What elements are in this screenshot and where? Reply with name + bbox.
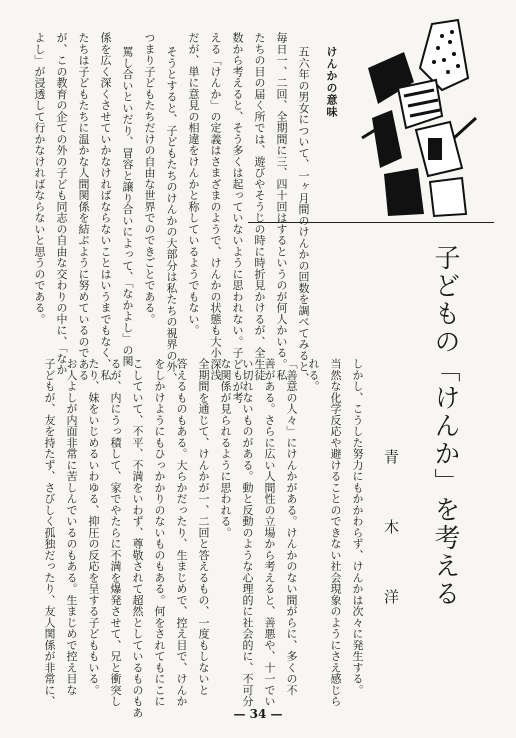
text-line: 五六年の男女について、一ヶ月間のけんかの回数を調べてみると、 — [297, 46, 310, 384]
text-line: こしていて、不平、不満をいわず、尊敬されて超然としているものもあ — [131, 358, 144, 718]
text-line: が、この教育の企ての外の子ども同志の自由な交わりの中に、「なか — [55, 32, 68, 376]
text-line: るが、内にうっ積して、家でやたらに不満を爆発させて、兄と衝突し — [109, 358, 122, 707]
abstract-figure-illustration — [358, 18, 480, 218]
text-line: つまり子どもたちだけの自由な世界でのできごとである。 — [143, 32, 156, 325]
author-char: 洋 — [384, 588, 400, 606]
text-line: 当然な化学反応や避けることのできない社会現象のようにさえ感じら — [329, 358, 342, 707]
text-line: 善がある。さらに広い人間性の立場から考えると、善悪や、十一でい — [263, 358, 276, 707]
text-line: い切れないものがある。動と反動のような心理的に社会的に、不可分 — [241, 358, 254, 707]
text-line: しかし、こうした努力にもかかわらず、けんかは次々に発生する。 — [351, 358, 364, 696]
text-line: 子どもが、友を持たず、さびしく孤独だったり、友人関係が非常に、 — [43, 358, 56, 707]
text-line: な関係が見られるように思われる。 — [219, 358, 232, 538]
text-line: 「善意の人々」にけんかがある。けんかのない間がらに、多くの不 — [285, 358, 298, 696]
text-line: たちの目の届く所では、遊びやそうじの時に時折見かけるが、全生徒 — [253, 32, 266, 381]
text-line: える「けんか」の定義はさまざまのようで、けんかの状態も大小深浅 — [209, 32, 222, 381]
article-title: 子どもの「けんか」を考える — [430, 244, 460, 608]
text-line: たり、妹をいじめるいわゆる、抑圧の反応を呈する子どももいる。 — [87, 358, 100, 696]
text-line: お人よしが内面非常に苦しんでいるのもある。生まじめで控え目な — [65, 358, 78, 696]
author-char: 青 — [384, 448, 400, 466]
text-line: 係を広く深くさせていかなければならないことはいうまでもなく、私 — [99, 32, 112, 381]
text-line: よし」が浸透して行かなければならないと思うのである。 — [33, 32, 46, 325]
page-number: — 34 — — [233, 707, 283, 721]
text-line: れる。 — [307, 358, 320, 392]
text-line: そうとすると、子どもたちのけんかの大部分は私たちの視界の外、 — [165, 46, 178, 384]
text-line: 全期間を通じて、けんかが一、二回と答えるもの、一度もしないと — [197, 358, 210, 696]
text-line: 罵し合いといだり、冒容と譲り合いによって、「なかよし」の関 — [121, 46, 134, 367]
text-line: 数から考えると、そう多くは起っていないように思われない。子どもが考 — [231, 32, 244, 404]
author-char: 木 — [384, 518, 400, 536]
text-line: 毎日一、二回、全期間に三、四十回はするというのが何人かいる。私 — [275, 32, 288, 381]
text-line: をしかけようにもひっかかりのないものもある。何をされてもにこに — [153, 358, 166, 707]
section-subheading: けんかの意味 — [325, 46, 338, 118]
section-divider — [248, 222, 494, 223]
text-line: たちは子どもたちに温かな人間関係を結ぶように努めているのである — [77, 32, 90, 381]
text-line: 答えるものもある。大らかだったり、生まじめで、控え目で、けんか — [175, 358, 188, 707]
text-line: だが、単に意見の相違をけんかと称しているようでもない。 — [187, 32, 200, 336]
